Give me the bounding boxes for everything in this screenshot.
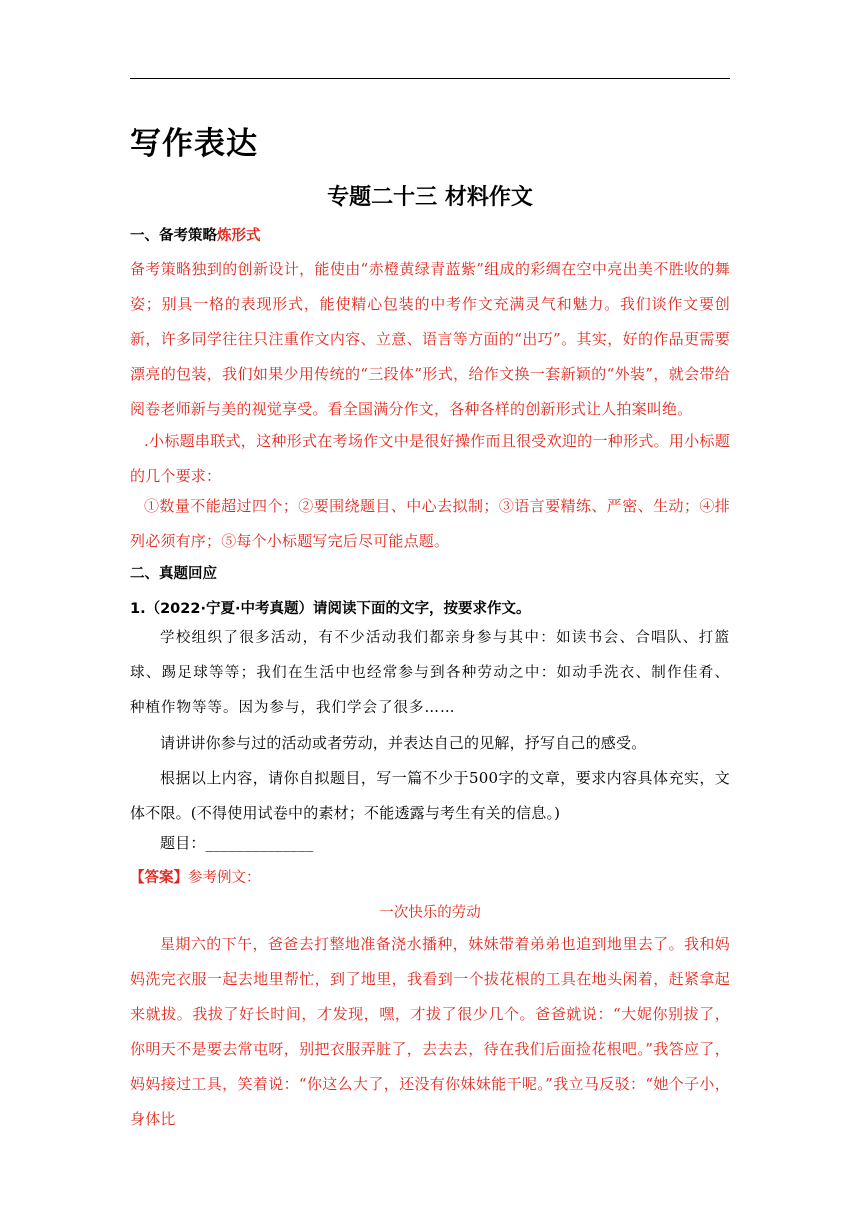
material-paragraph: 学校组织了很多活动，有不少活动我们都亲身参与其中：如读书会、合唱队、打篮球、踢足球等等；我们在生活中也经常参与到各种劳动之中：如动手洗衣、制作佳肴、种植作物等等。因为参与，我们学会了很多…… (130, 630, 730, 716)
title-blank-line: 题目：______________ (160, 834, 314, 852)
part1-heading-prefix: 一、备考策略 (130, 228, 217, 244)
part1-heading-highlight: 炼形式 (217, 228, 261, 244)
document-title: 专题二十三 材料作文 (327, 185, 533, 210)
part1-heading (130, 224, 261, 245)
question-stem: 1.（2022·宁夏·中考真题）请阅读下面的文字，按要求作文。 (130, 601, 531, 617)
prompt-paragraph: 请讲讲你参与过的活动或者劳动，并表达自己的见解，抒写自己的感受。 (160, 734, 647, 752)
subtitle-paragraph: .小标题串联式，这种形式在考场作文中是很好操作而且很受欢迎的一种形式。用小标题的几个要求： (130, 432, 730, 485)
requirement-paragraph: 根据以上内容，请你自拟题目，写一篇不少于500字的文章，要求内容具体充实，文体不限。(不得使用试卷中的素材；不能透露与考生有关的信息。) (130, 769, 730, 822)
part2-heading: 二、真题回应 (130, 566, 217, 582)
strategy-paragraph: 备考策略独到的创新设计，能使由“赤橙黄绿青蓝紫”组成的彩绸在空中亮出美不胜收的舞姿；别具一格的表现形式，能使精心包装的中考作文充满灵气和魅力。我们谈作文要创新，许多同学往往只注重作文内容、立意、语言等方面的“出巧”。其实，好的作品更需要漂亮的包装，我们如果少用传统的“三段体”形式，给作文换一套新颖的“外装”，就会带给阅卷老师新与美的视觉享受。看全国满分作文，各种各样的创新形式让人拍案叫绝。 (130, 260, 730, 418)
requirements-paragraph: ①数量不能超过四个；②要围绕题目、中心去拟制；③语言要精练、严密、生动；④排列必须有序；⑤每个小标题写完后尽可能点题。 (130, 497, 730, 550)
answer-label (130, 866, 261, 887)
essay-title: 一次快乐的劳动 (379, 905, 481, 921)
answer-bracket: 【答案】 (130, 870, 188, 886)
essay-body: 星期六的下午，爸爸去打整地准备浇水播种，妹妹带着弟弟也追到地里去了。我和妈妈洗完衣服一起去地里帮忙，到了地里，我看到一个拔花根的工具在地头闲着，赶紧拿起来就拔。我拔了好长时间，才发现，嘿，才拔了很少几个。爸爸就说：“大妮你别拔了，你明天不是要去常屯呀，别把衣服弄脏了，去去去，待在我们后面捡花根吧。”我答应了，妈妈接过工具，笑着说：“你这么大了，还没有你妹妹能干呢。”我立马反驳：“她个子小，身体比 (130, 935, 730, 1128)
header-rule (130, 78, 730, 79)
section-title: 写作表达 (130, 126, 258, 162)
answer-intro: 参考例文： (188, 870, 261, 886)
